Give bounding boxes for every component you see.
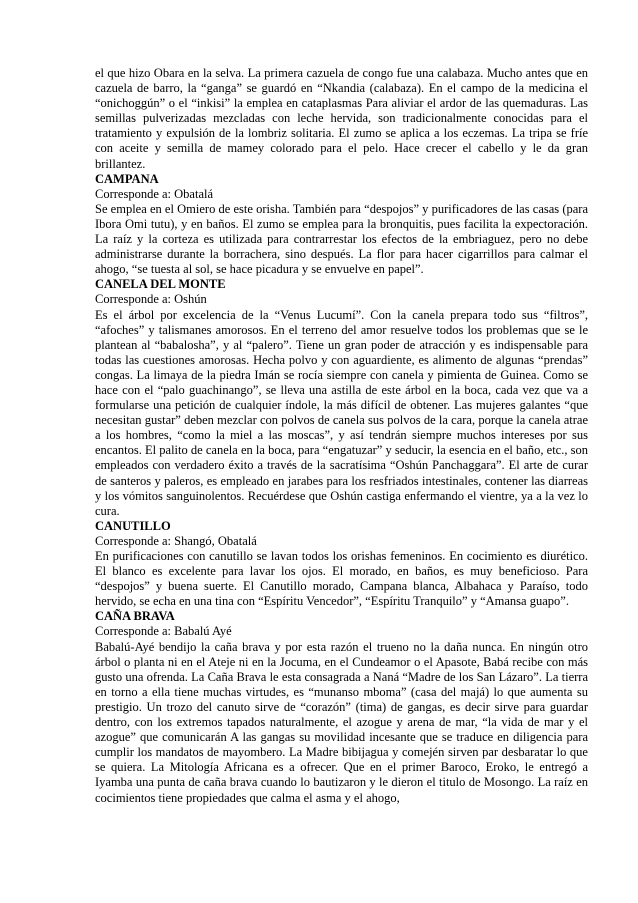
section-heading-cana-brava: CAÑA BRAVA [95, 609, 175, 624]
section-corresponde-campana: Corresponde a: Obatalá [95, 186, 214, 201]
intro-paragraph: el que hizo Obara en la selva. La primera cazuela de congo fue una calabaza. Mucho antes que en cazuela de barro, la “ganga” se guardó en “Nkandia (calabaza). En el campo de la medicina el “onichoggún” o el “inkisi” la emplea en cataplasmas Para aliviar el ardor de las quemaduras. Las semillas pulverizadas mezcladas con leche hervida, son tradicionalmente conocidas para el tratamiento y expulsión de la lombriz solitaria. El zumo se aplica a los eczemas. La tripa se fríe con aceite y semilla de mamey colorado para el pelo. Hace crecer el cabello y le da gran brillantez. [95, 66, 588, 171]
section-heading-canutillo: CANUTILLO [95, 518, 171, 533]
section-body-campana: Se emplea en el Omiero de este orisha. También para “despojos” y purificadores de las casas (para Ibora Omi tutu), y en baños. El zumo se emplea para la bronquitis, pues facilita la expectoración. La raíz y la corteza es utilizada para contrarrestar los efectos de la embriaguez, pero no debe administrarse durante la borrachera, sino después. La flor para hacer cigarrillos para calmar el ahogo, “se tuesta al sol, se hace picadura y se envuelve en papel”. [95, 201, 588, 277]
section-body-canutillo: En purificaciones con canutillo se lavan todos los orishas femeninos. En cocimiento es diurético. El blanco es excelente para lavar los ojos. El morado, en baños, es muy beneficioso. Para “despojos” y buena suerte. El Canutillo morado, Campana blanca, Albahaca y Paraíso, todo hervido, se echa en una tina con “Espíritu Vencedor”, “Espíritu Tranquilo” y “Amansa guapo”. [95, 549, 588, 609]
document-page [95, 66, 588, 806]
section-heading-canela-del-monte: CANELA DEL MONTE [95, 277, 226, 292]
section-body-cana-brava: Babalú-Ayé bendijo la caña brava y por esta razón el trueno no la daña nunca. En ningún otro árbol o planta ni en el Ateje ni en la Jocuma, en el Cundeamor o el Apasote, Babá recibe con más gusto una ofrenda. La Caña Brava le esta consagrada a Naná “Madre de los San Lázaro”. La tierra en torno a ella tiene muchas virtudes, es “munanso mboma” (casa del majá) lo que aumenta su prestigio. Un trozo del canuto sirve de “corazón” (tima) de gangas, es decir sirve para guardar dentro, con los extremos tapados naturalmente, el azogue y arena de mar, “la vida de mar y el azogue” que comunicarán A las gangas su movilidad incesante que se traduce en diligencia para cumplir los mandatos de mayombero. La Madre bibijagua y comején sirven par desbaratar lo que se quiera. La Mitología Africana es a ofrecer. Que en el primer Baroco, Eroko, le entregó a Iyamba una punta de caña brava cuando lo bautizaron y le dieron el titulo de Mosongo. La raíz en cocimientos tiene propiedades que calma el asma y el ahogo, [95, 639, 588, 805]
section-heading-campana: CAMPANA [95, 171, 159, 186]
section-corresponde-canutillo: Corresponde a: Shangó, Obatalá [95, 533, 257, 548]
section-corresponde-canela-del-monte: Corresponde a: Oshún [95, 292, 207, 307]
section-corresponde-cana-brava: Corresponde a: Babalú Ayé [95, 624, 232, 639]
section-body-canela-del-monte: Es el árbol por excelencia de la “Venus Lucumí”. Con la canela prepara todo sus “filtros”, “afoches” y talismanes amorosos. En el terreno del amor resuelve todos los problemas que se le plantean al “babalosha”, y al “palero”. Tiene un gran poder de atracción y es indispensable para todas las cuestiones amorosas. Hecha polvo y con aguardiente, es alimento de algunas “prendas” congas. La limaya de la piedra Imán se rocía siempre con canela y pimienta de Guinea. Como se hace con el “palo guachinango”, se lleva una astilla de este árbol en la boca, cada vez que va a formularse una petición de cualquier índole, la más difícil de obtener. Las mujeres galantes “que necesitan gustar” deben mezclar con polvos de canela sus polvos de la cara, porque la canela atrae a los hombres, “como la miel a las moscas”, y así tendrán siempre muchos intereses por sus encantos. El palito de canela en la boca, para “engatuzar” y seducir, la esencia en el baño, etc., son empleados con verdadero éxito a través de la sacratísima “Oshún Panchaggara”. El arte de curar de santeros y paleros, es empleado en jarabes para los resfriados intestinales, contener las diarreas y los vómitos sanguinolentos. Recuérdese que Oshún castiga enfermando el vientre, ya a la vez lo cura. [95, 307, 588, 518]
